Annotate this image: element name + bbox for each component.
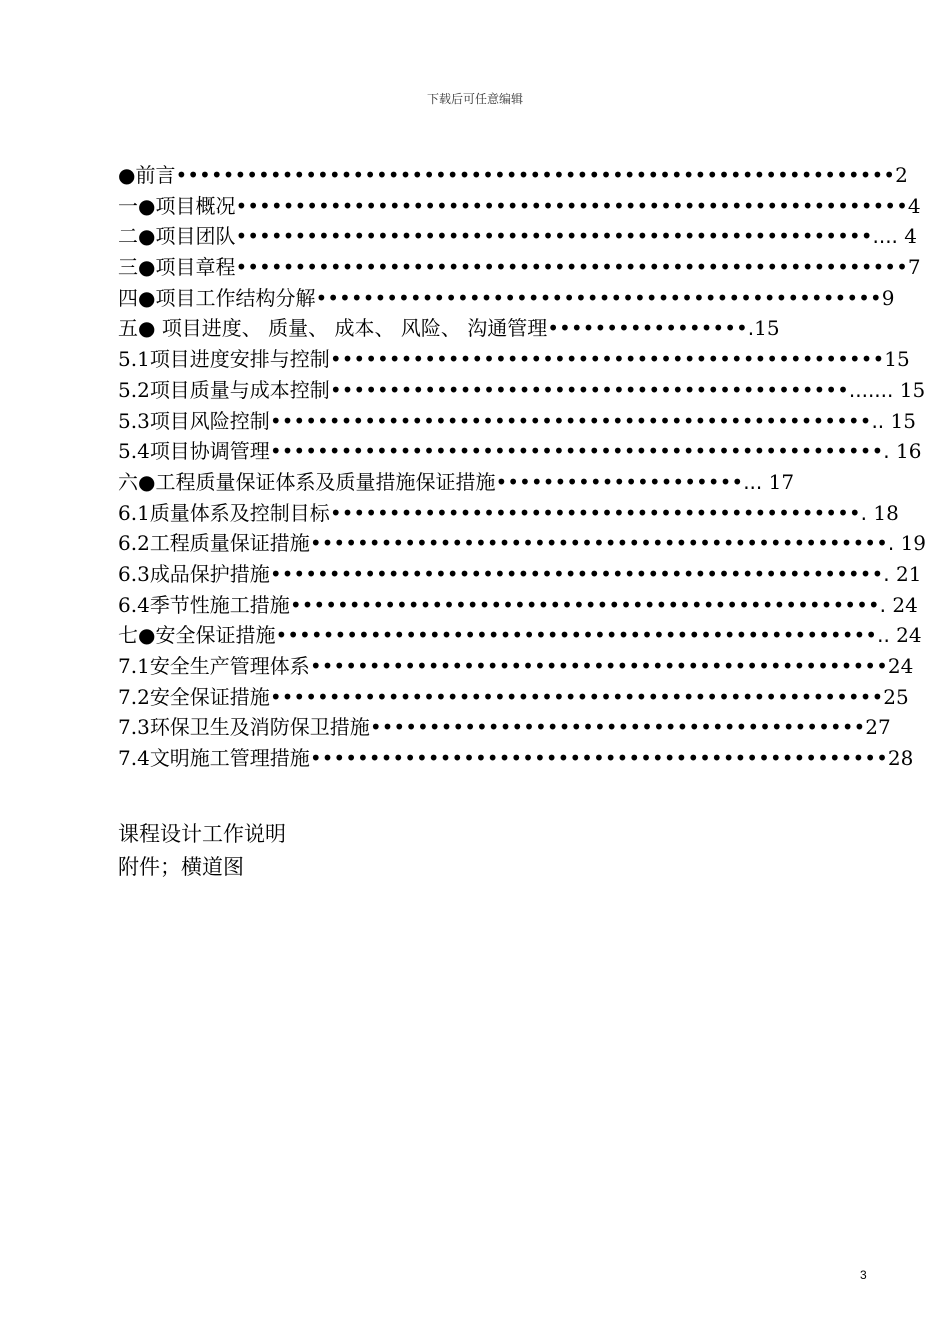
header-note: 下载后可任意编辑 (426, 92, 523, 106)
toc-entry-7-1[interactable] (118, 651, 914, 682)
toc-leader: ••••••••••••••••••••••••••••••••••••••••••••••••••••••••••••• (175, 163, 896, 187)
toc-prefix: 6.2 (118, 531, 150, 556)
toc-entry-5-2[interactable] (118, 375, 926, 406)
toc-prefix: 一● (118, 193, 156, 218)
toc-leader: ••••••••••••••••••••••••••••••••••••••••••••••••••••. (269, 439, 890, 464)
toc-leader: ••••••••••••••••••••••••••••••••••••••••••••••••••. (289, 592, 887, 617)
toc-prefix: 6.1 (118, 500, 150, 525)
toc-title: 工程质量保证措施 (149, 531, 310, 556)
toc-entry-safety[interactable] (118, 620, 922, 651)
toc-leader: ••••••••••••••••••••••••••••••••••••••••••••••••• (309, 746, 888, 771)
toc-prefix: 7.2 (118, 684, 150, 709)
toc-leader: •••••••••••••••••••••••••••••••••••••••••••••••••••.. (275, 623, 890, 648)
toc-title: 文明施工管理措施 (149, 746, 310, 771)
toc-title: 环保卫生及消防保卫措施 (149, 715, 370, 740)
toc-leader: ••••••••••••••••••••••••••••••••••••••••••••••••• (309, 654, 888, 678)
toc-page: 2 (895, 163, 908, 187)
toc-leader: •••••••••••••••••••••••••••••••••••••••••••••. (329, 500, 868, 525)
toc-entry-preface[interactable] (118, 160, 908, 191)
toc-title: 工程质量保证体系及质量措施保证措施 (155, 469, 496, 494)
toc-title: 项目质量与成本控制 (149, 377, 330, 402)
toc-page: 4 (907, 193, 921, 218)
toc-prefix: 六● (118, 469, 156, 494)
toc-entry-5-3[interactable] (118, 406, 916, 437)
toc-page: 16 (889, 439, 922, 464)
toc-title: 项目进度安排与控制 (149, 347, 330, 372)
toc-prefix: 5.4 (118, 439, 150, 464)
toc-page: 21 (889, 561, 922, 586)
toc-entry-management[interactable] (118, 313, 838, 344)
toc-entry-5-1[interactable] (118, 344, 910, 375)
toc-leader: ••••••••••••••••••••••••••••••••••••••••••••••• (329, 347, 885, 372)
toc-prefix: 七● (118, 623, 156, 648)
toc-title: 季节性施工措施 (149, 592, 290, 617)
toc-title: 项目进度、 质量、 成本、 风险、 沟通管理 (161, 316, 548, 341)
toc-page: 15 (893, 377, 926, 402)
toc-prefix: ● (118, 163, 136, 187)
toc-title: 项目概况 (155, 193, 236, 218)
toc-entry-5-4[interactable] (118, 436, 922, 467)
toc-leader: •••••••••••••••••••••••••••••••••••••••••••••••••. (309, 531, 895, 556)
toc-leader: •••••••••••••••••••••••••••••••••••••••••••••••• (315, 285, 882, 310)
toc-entry-6-3[interactable] (118, 559, 922, 590)
toc-leader: ••••••••••••••••••••••••••••••••••••••••••••....... (329, 377, 894, 402)
toc-title: 项目风险控制 (149, 408, 270, 433)
toc-page: 19 (894, 531, 927, 556)
toc-entry-7-4[interactable] (118, 743, 914, 774)
toc-prefix: 四● (118, 285, 156, 310)
toc-entry-overview[interactable] (118, 191, 921, 222)
toc-entry-7-3[interactable] (118, 712, 891, 743)
toc-prefix: 5.3 (118, 408, 150, 433)
toc-page: 18 (867, 500, 899, 525)
toc-page: 27 (865, 715, 891, 740)
attachment-note: 附件；横道图 (118, 855, 244, 879)
toc-leader: •••••••••••••••••. (547, 316, 755, 341)
toc-title: 项目章程 (155, 255, 236, 280)
toc-prefix: 6.4 (118, 592, 150, 617)
toc-page: 28 (887, 746, 914, 771)
toc-entry-quality-system[interactable] (118, 467, 838, 498)
toc-title: 项目团队 (155, 224, 236, 249)
toc-entry-6-4[interactable] (118, 590, 918, 621)
toc-title: 安全保证措施 (149, 684, 270, 709)
table-of-contents (118, 160, 927, 774)
toc-leader: ••••••••••••••••••••••••••••••••••••••••••••••••••••••••• (235, 255, 908, 280)
toc-prefix: 五● (118, 316, 162, 341)
toc-entry-7-2[interactable] (118, 682, 909, 713)
toc-leader: •••••••••••••••••••••••••••••••••••••••••••••••••••.. (269, 408, 885, 433)
toc-prefix: 二● (118, 224, 156, 249)
toc-title: 项目协调管理 (149, 439, 270, 464)
toc-entry-6-2[interactable] (118, 528, 927, 559)
toc-page: 24 (887, 654, 914, 678)
toc-page: 15 (754, 316, 780, 341)
toc-page: 9 (881, 285, 895, 310)
toc-title: 质量体系及控制目标 (149, 500, 330, 525)
toc-leader: ••••••••••••••••••••••••••••••••••••••••••••••••••••••••• (235, 193, 908, 218)
toc-page: 15 (884, 408, 916, 433)
toc-prefix: 三● (118, 255, 156, 280)
toc-page: 25 (883, 684, 909, 709)
toc-title: 安全生产管理体系 (149, 654, 310, 678)
toc-prefix: 7.1 (118, 654, 150, 678)
toc-page: 4 (897, 224, 918, 249)
course-design-note: 课程设计工作说明 (118, 822, 286, 846)
toc-prefix: 5.2 (118, 377, 150, 402)
toc-prefix: 6.3 (118, 561, 150, 586)
toc-leader: ••••••••••••••••••••••••••••••••••••••••••••••••••••••.... (235, 224, 898, 249)
toc-leader: •••••••••••••••••••••... (495, 469, 763, 494)
toc-title: 项目工作结构分解 (155, 285, 316, 310)
appendix-notes (118, 818, 286, 884)
toc-entry-wbs[interactable] (118, 283, 895, 314)
toc-page: 17 (762, 469, 795, 494)
toc-title: 安全保证措施 (155, 623, 276, 648)
toc-prefix: 7.4 (118, 746, 150, 771)
toc-entry-charter[interactable] (118, 252, 921, 283)
toc-leader: ••••••••••••••••••••••••••••••••••••••••••••••••••••. (269, 561, 890, 586)
toc-title: 前言 (135, 163, 176, 187)
toc-prefix: 5.1 (118, 347, 150, 372)
page-number: 3 (860, 1268, 867, 1282)
toc-page: 15 (884, 347, 910, 372)
toc-page: 7 (907, 255, 921, 280)
toc-entry-6-1[interactable] (118, 498, 899, 529)
toc-page: 24 (886, 592, 918, 617)
toc-prefix: 7.3 (118, 715, 150, 740)
toc-entry-team[interactable] (118, 221, 918, 252)
toc-leader: •••••••••••••••••••••••••••••••••••••••••••••••••••• (269, 684, 884, 709)
toc-title: 成品保护措施 (149, 561, 270, 586)
toc-page: 24 (889, 623, 922, 648)
toc-leader: •••••••••••••••••••••••••••••••••••••••••• (369, 715, 866, 740)
